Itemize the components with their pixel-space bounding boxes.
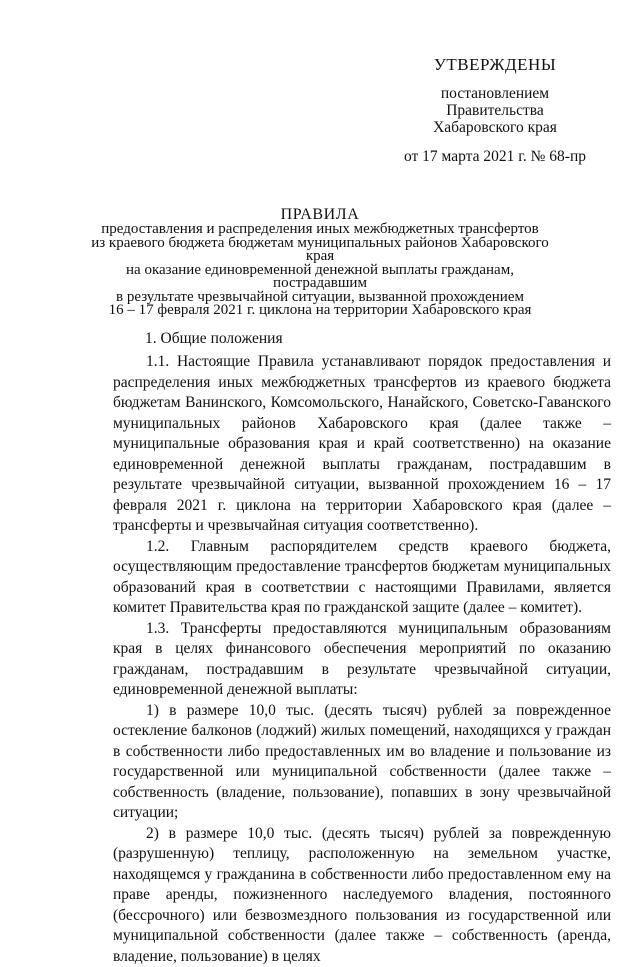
document-body (113, 352, 611, 967)
approval-line: Хабаровского края (395, 119, 595, 136)
section-heading: 1. Общие положения (145, 330, 283, 348)
subtitle-line: в результате чрезвычайной ситуации, вызванной прохождением (80, 291, 560, 305)
approval-heading: УТВЕРЖДЕНЫ (395, 56, 595, 73)
document-title: ПРАВИЛА (0, 206, 640, 224)
paragraph: 1.2. Главным распорядителем средств краевого бюджета, осуществляющим предоставление трансфертов бюджетам муниципальных образований края в соответствии с настоящими Правилами, является комитет Правительства края по гражданской защите (далее – комитет). (113, 537, 611, 619)
approval-line: Правительства (395, 102, 595, 119)
paragraph: 1) в размере 10,0 тыс. (десять тысяч) рублей за поврежденное остекление балконов (лоджий) жилых помещений, находящихся у граждан в собственности либо предоставленных им во владение и пользование из государственной или муниципальной собственности (далее также – собственность (владение, пользование), попавших в зону чрезвычайной ситуации; (113, 701, 611, 824)
approval-date: от 17 марта 2021 г. № 68-пр (395, 148, 595, 165)
approval-line: постановлением (395, 85, 595, 102)
approval-stamp (395, 56, 595, 165)
document-subtitle (80, 223, 560, 318)
paragraph: 1.3. Трансферты предоставляются муниципальным образованиям края в целях финансового обеспечения мероприятий по оказанию гражданам, пострадавшим в результате чрезвычайной ситуации, единовременной денежной выплаты: (113, 619, 611, 701)
paragraph: 2) в размере 10,0 тыс. (десять тысяч) рублей за поврежденную (разрушенную) теплицу, расположенную на земельном участке, находящемся у гражданина в собственности либо предоставленном ему на праве аренды, пожизненного наследуемого владения, постоянного (бессрочного) или безвозмездного пользования из государственной или муниципальной собственности (далее также – собственность (аренда, владение, пользование) в целях (113, 824, 611, 967)
subtitle-line: из краевого бюджета бюджетам муниципальных районов Хабаровского края (80, 237, 560, 264)
subtitle-line: предоставления и распределения иных межбюджетных трансфертов (80, 223, 560, 237)
paragraph: 1.1. Настоящие Правила устанавливают порядок предоставления и распределения иных межбюджетных трансфертов из краевого бюджета бюджетам Ванинского, Комсомольского, Нанайского, Советско-Гаванского муниципальных районов Хабаровского края (далее также – муниципальные образования края и край соответственно) на оказание единовременной денежной выплаты гражданам, пострадавшим в результате чрезвычайной ситуации, вызванной прохождением 16 – 17 февраля 2021 г. циклона на территории Хабаровского края (далее – трансферты и чрезвычайная ситуация соответственно). (113, 352, 611, 537)
subtitle-line: 16 – 17 февраля 2021 г. циклона на территории Хабаровского края (80, 304, 560, 318)
subtitle-line: на оказание единовременной денежной выплаты гражданам, пострадавшим (80, 264, 560, 291)
